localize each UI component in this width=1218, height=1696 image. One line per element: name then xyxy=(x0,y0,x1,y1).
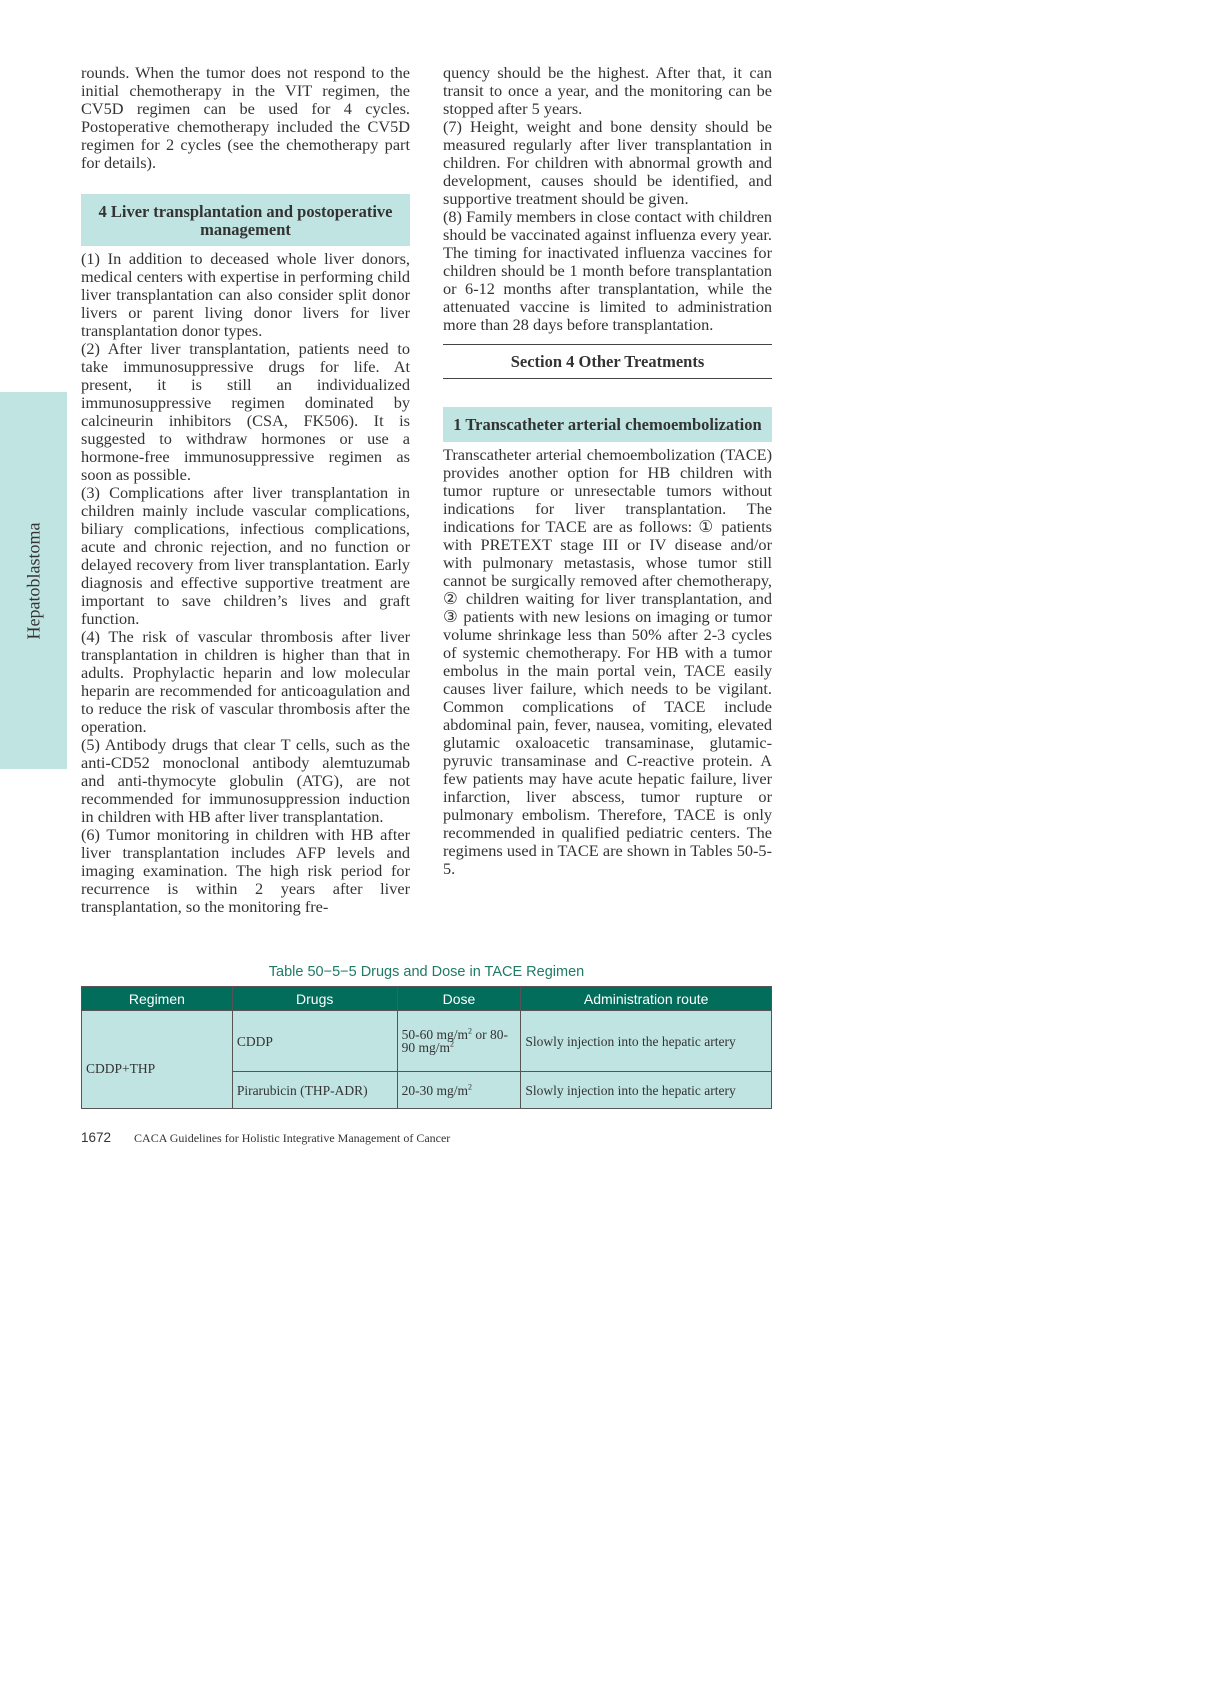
list-item: (3) Complications after liver transplantation in children mainly include vascular complications, biliary complications, infectious complications, acute and chronic rejection, and no function or delayed recovery from liver transplantation. Early diagnosis and effective supportive treatment are important to save children’s lives and graft function. xyxy=(81,483,410,628)
dose-text: or 80-90 mg/m xyxy=(401,1027,508,1055)
tace-regimen-table xyxy=(81,986,772,1109)
chapter-side-tab xyxy=(0,392,67,769)
column-header-regimen: Regimen xyxy=(82,987,233,1011)
page-number: 1672 xyxy=(81,1130,112,1145)
table-caption: Table 50−5−5 Drugs and Dose in TACE Regimen xyxy=(268,964,585,980)
list-item: (5) Antibody drugs that clear T cells, such as the anti-CD52 monoclonal antibody alemtuzumab and anti-thymocyte globulin (ATG), are not recommended for immunosuppression induction in children with HB after liver transplantation. xyxy=(81,735,410,826)
dose-superscript: 2 xyxy=(467,1082,472,1091)
table-row xyxy=(82,1011,772,1072)
left-column xyxy=(81,64,410,916)
column-header-drugs: Drugs xyxy=(232,987,397,1011)
heading-tace: 1 Transcatheter arterial chemoembolization xyxy=(443,407,772,442)
dose-cell xyxy=(397,1011,521,1072)
list-item: (1) In addition to deceased whole liver donors, medical centers with expertise in performing child liver transplantation can also consider split donor livers or parent living donor livers for liver transplantation donor types. xyxy=(81,249,410,340)
column-header-dose: Dose xyxy=(397,987,521,1011)
right-column xyxy=(443,64,772,878)
chapter-side-tab-label: Hepatoblastoma xyxy=(23,522,43,639)
dose-superscript: 2 xyxy=(449,1039,454,1049)
list-item: (2) After liver transplantation, patients need to take immunosuppressive drugs for life. At present, it is still an individualized immunosuppressive regimen dominated by calcineurin inhibitors (CSA, FK506). It is suggested to withdraw hormones or use a hormone-free immunosuppressive regimen as soon as possible. xyxy=(81,339,410,484)
drug-cell: CDDP xyxy=(232,1011,397,1072)
list-item: (4) The risk of vascular thrombosis after liver transplantation in children is higher than that in adults. Prophylactic heparin and low molecular heparin are recommended for anticoagulation and to reduce the risk of vascular thrombosis after the operation. xyxy=(81,627,410,736)
list-item: (6) Tumor monitoring in children with HB after liver transplantation includes AFP levels and imaging examination. The high risk period for recurrence is within 2 years after liver transplantation, so the monitoring fre- xyxy=(81,825,410,916)
route-cell: Slowly injection into the hepatic artery xyxy=(521,1011,772,1072)
list-item: (7) Height, weight and bone density should be measured regularly after liver transplantation in children. For children with abnormal growth and development, causes should be identified, and supportive treatment should be given. xyxy=(443,117,772,208)
tace-paragraph: Transcatheter arterial chemoembolization (TACE) provides another option for HB children with tumor rupture or unresectable tumors without indications for liver transplantation. The indications for TACE are as follows: ① patients with PRETEXT stage III or IV disease and/or with pulmonary metastasis, whose tumor still cannot be surgically removed after chemotherapy, ② children waiting for liver transplantation, and ③ patients with new lesions on imaging or tumor volume shrinkage less than 50% after 2-3 cycles of systemic chemotherapy. For HB with a tumor embolus in the main portal vein, TACE easily causes liver failure, which needs to be vigilant. Common complications of TACE include abdominal pain, fever, nausea, vomiting, elevated glutamic oxaloacetic transaminase, glutamic-pyruvic transaminase and C-reactive protein. A few patients may have acute hepatic failure, liver infarction, liver abscess, tumor rupture or pulmonary embolism. Therefore, TACE is only recommended in qualified pediatric centers. The regimens used in TACE are shown in Tables 50-5-5. xyxy=(443,445,772,878)
drug-cell: Pirarubicin (THP-ADR) xyxy=(232,1072,397,1109)
dose-cell xyxy=(397,1072,521,1109)
column-header-route: Administration route xyxy=(521,987,772,1011)
table-header-row xyxy=(82,987,772,1011)
section-title: Section 4 Other Treatments xyxy=(443,344,772,379)
list-item: quency should be the highest. After that, it can transit to once a year, and the monitoring can be stopped after 5 years. xyxy=(443,63,772,118)
route-cell: Slowly injection into the hepatic artery xyxy=(521,1072,772,1109)
list-item: (8) Family members in close contact with children should be vaccinated against influenza every year. The timing for inactivated influenza vaccines for children should be 1 month before transplantation or 6-12 months after transplantation, while the attenuated vaccine is limited to administration more than 28 days before transplantation. xyxy=(443,207,772,334)
dose-text: 20-30 mg/m xyxy=(401,1082,468,1098)
page-footer xyxy=(81,1130,450,1146)
dose-superscript: 2 xyxy=(467,1026,472,1036)
regimen-cell: CDDP+THP xyxy=(82,1011,233,1109)
footer-title: CACA Guidelines for Holistic Integrative Management of Cancer xyxy=(134,1131,451,1145)
intro-paragraph: rounds. When the tumor does not respond to the initial chemotherapy in the VIT regimen, the CV5D regimen can be used for 4 cycles. Postoperative chemotherapy included the CV5D regimen for 2 cycles (see the chemotherapy part for details). xyxy=(81,63,410,172)
dose-text: 50-60 mg/m xyxy=(401,1027,468,1042)
heading-liver-transplantation: 4 Liver transplantation and postoperative management xyxy=(81,194,410,246)
